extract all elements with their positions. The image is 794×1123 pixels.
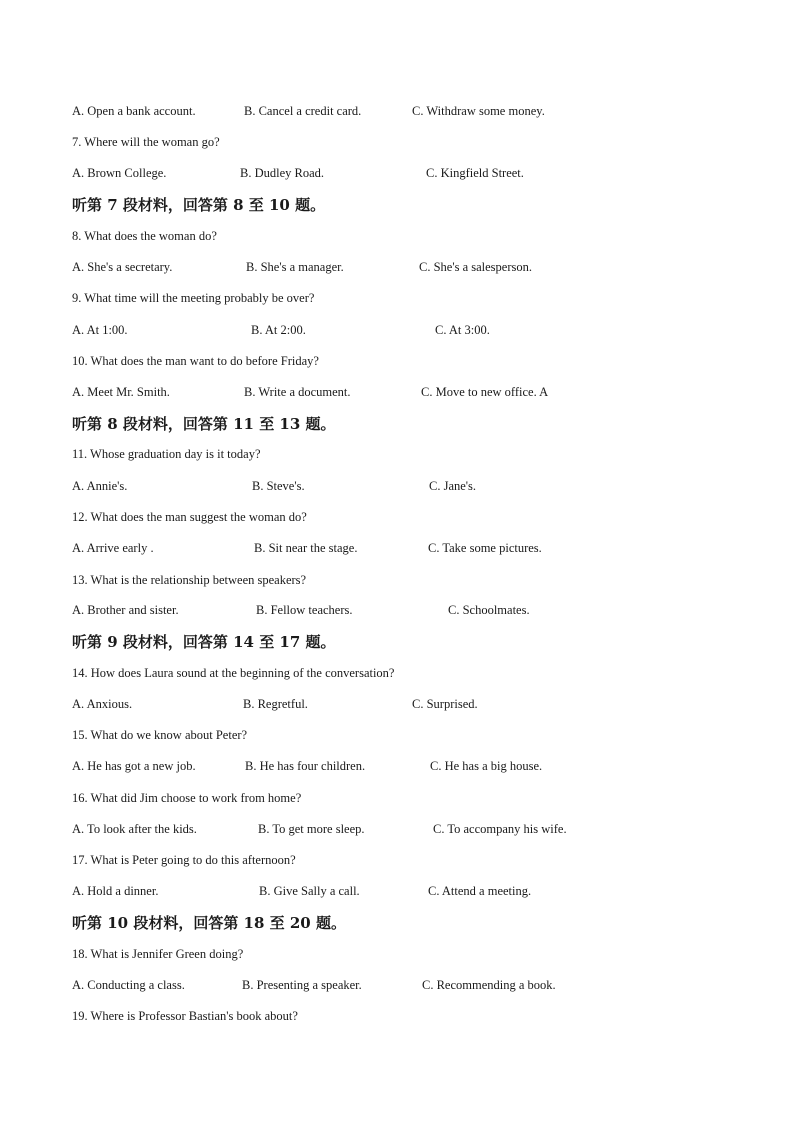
question-text: 11. Whose graduation day is it today?: [72, 447, 261, 461]
answer-option-c: C. Surprised.: [412, 697, 478, 711]
question-text: 18. What is Jennifer Green doing?: [72, 947, 244, 961]
answer-option-b: B. Fellow teachers.: [256, 603, 353, 617]
answer-option-a: A. Open a bank account.: [72, 104, 196, 118]
answer-option-a: A. Annie's.: [72, 479, 128, 493]
answer-option-a: A. Conducting a class.: [72, 978, 185, 992]
answer-option-b: B. Presenting a speaker.: [242, 978, 362, 992]
answer-option-c: C. Attend a meeting.: [428, 884, 532, 898]
question-text: 10. What does the man want to do before Friday?: [72, 354, 319, 368]
answer-option-b: B. She's a manager.: [246, 260, 344, 274]
answer-option-c: C. Take some pictures.: [428, 541, 542, 555]
section-heading: 听第 7 段材料，回答第 8 至 10 题。: [72, 196, 326, 214]
answer-option-a: A. Brown College.: [72, 166, 167, 180]
answer-option-b: B. Steve's.: [252, 479, 305, 493]
question-text: 15. What do we know about Peter?: [72, 728, 248, 742]
answer-option-c: C. At 3:00.: [435, 323, 490, 337]
question-text: 13. What is the relationship between speakers?: [72, 573, 307, 587]
answer-option-c: C. He has a big house.: [430, 759, 543, 773]
answer-option-a: A. He has got a new job.: [72, 759, 196, 773]
answer-option-c: C. She's a salesperson.: [419, 260, 533, 274]
section-heading: 听第 9 段材料，回答第 14 至 17 题。: [72, 633, 336, 651]
question-text: 19. Where is Professor Bastian's book about?: [72, 1009, 298, 1023]
answer-option-b: B. Cancel a credit card.: [244, 104, 362, 118]
answer-option-a: A. Anxious.: [72, 697, 133, 711]
answer-option-a: A. At 1:00.: [72, 323, 128, 337]
answer-option-a: A. Hold a dinner.: [72, 884, 159, 898]
question-text: 7. Where will the woman go?: [72, 135, 220, 149]
answer-option-b: B. Give Sally a call.: [259, 884, 360, 898]
answer-option-b: B. Sit near the stage.: [254, 541, 358, 555]
answer-option-c: C. Recommending a book.: [422, 978, 556, 992]
answer-option-b: B. To get more sleep.: [258, 822, 365, 836]
question-text: 12. What does the man suggest the woman do?: [72, 510, 307, 524]
section-heading: 听第 10 段材料，回答第 18 至 20 题。: [72, 914, 346, 932]
question-text: 8. What does the woman do?: [72, 229, 217, 243]
answer-option-b: B. Write a document.: [244, 385, 351, 399]
answer-option-b: B. At 2:00.: [251, 323, 306, 337]
answer-option-c: C. Move to new office. A: [421, 385, 549, 399]
answer-option-a: A. Meet Mr. Smith.: [72, 385, 170, 399]
answer-option-c: C. Withdraw some money.: [412, 104, 545, 118]
answer-option-c: C. To accompany his wife.: [433, 822, 567, 836]
question-text: 14. How does Laura sound at the beginning of the conversation?: [72, 666, 395, 680]
question-text: 17. What is Peter going to do this afternoon?: [72, 853, 296, 867]
answer-option-c: C. Jane's.: [429, 479, 477, 493]
answer-option-b: B. Dudley Road.: [240, 166, 325, 180]
question-text: 16. What did Jim choose to work from home?: [72, 791, 302, 805]
question-text: 9. What time will the meeting probably be over?: [72, 291, 315, 305]
answer-option-a: A. To look after the kids.: [72, 822, 197, 836]
answer-option-a: A. She's a secretary.: [72, 260, 173, 274]
section-heading: 听第 8 段材料，回答第 11 至 13 题。: [72, 415, 336, 433]
answer-option-b: B. Regretful.: [243, 697, 308, 711]
answer-option-c: C. Kingfield Street.: [426, 166, 524, 180]
answer-option-a: A. Arrive early .: [72, 541, 154, 555]
answer-option-c: C. Schoolmates.: [448, 603, 530, 617]
answer-option-a: A. Brother and sister.: [72, 603, 179, 617]
answer-option-b: B. He has four children.: [245, 759, 366, 773]
